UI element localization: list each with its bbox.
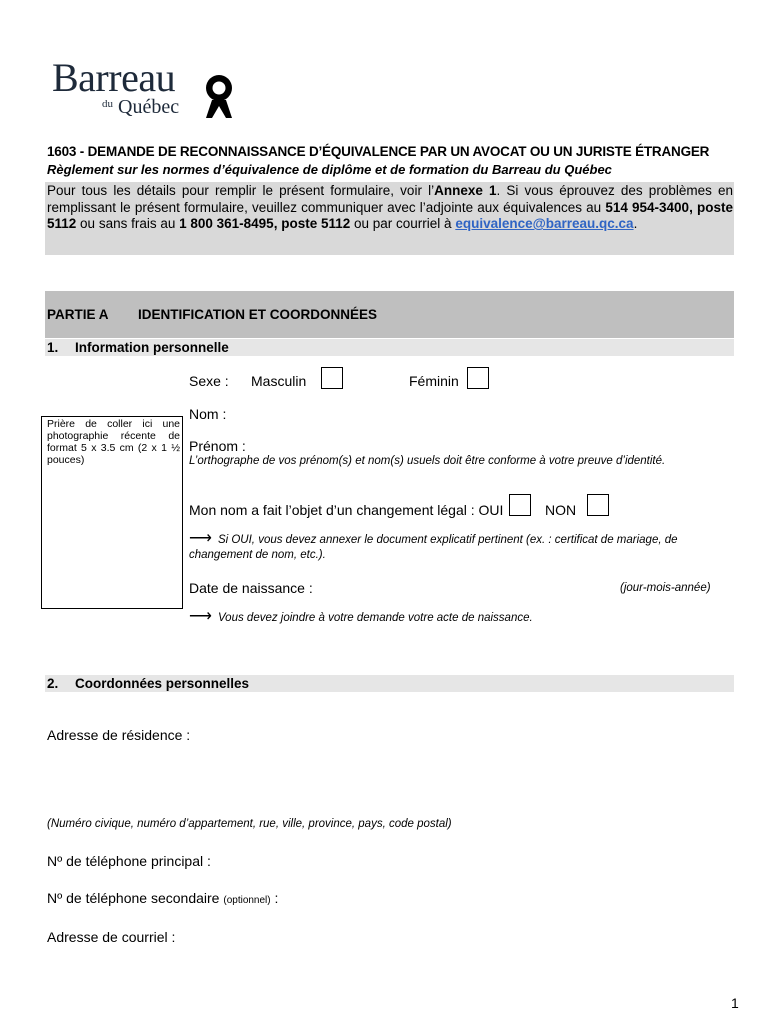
section-1-heading [47, 340, 229, 355]
form-subtitle: Règlement sur les normes d’équivalence de diplôme et de formation du Barreau du Québec [47, 162, 612, 177]
intro-phone: 514 954-3400, poste 5112 [47, 199, 733, 231]
logo-wordmark: Barreau [52, 55, 176, 100]
legal-change-no-checkbox[interactable] [587, 494, 609, 516]
arrow-right-icon: ⟶ [189, 530, 212, 547]
first-name-label: Prénom : [189, 438, 246, 454]
part-a-title: IDENTIFICATION ET COORDONNÉES [138, 307, 378, 322]
form-title: 1603 - DEMANDE DE RECONNAISSANCE D’ÉQUIVALENCE PAR UN AVOCAT OU UN JURISTE ÉTRANGER [47, 144, 710, 159]
intro-tollfree: 1 800 361-8495, poste 5112 [179, 216, 351, 231]
legal-change-label: Mon nom a fait l’objet d’un changement légal : OUI [189, 502, 504, 518]
logo-quebec: Québec [118, 96, 180, 118]
birth-certificate-note [189, 606, 533, 626]
intro-t2: . Si vous éprouvez des problèmes en remplissant le présent formulaire, veuillez communiquer avec l’adjointe aux équivalences au [47, 183, 733, 215]
secondary-phone-colon: : [270, 890, 279, 906]
sex-label: Sexe : [189, 373, 229, 389]
optional-tag: (optionnel) [223, 895, 271, 906]
email-link[interactable]: equivalence@barreau.qc.ca [455, 216, 634, 231]
photo-instructions: Prière de coller ici une photographie récente de format 5 x 3.5 cm (2 x 1 ½ pouces) [47, 418, 180, 466]
section-1-title: Information personnelle [75, 340, 229, 355]
intro-t3: ou sans frais au [76, 216, 180, 231]
last-name-label: Nom : [189, 406, 227, 422]
residence-address-label: Adresse de résidence : [47, 727, 191, 743]
intro-t5: . [633, 216, 638, 231]
legal-change-note [189, 528, 678, 548]
address-format-note: (Numéro civique, numéro d’appartement, rue, ville, province, pays, code postal) [47, 818, 452, 830]
secondary-phone-text: Nº de téléphone secondaire [47, 890, 220, 906]
male-checkbox[interactable] [321, 367, 343, 389]
section-2-number: 2. [47, 676, 59, 691]
legal-note-line1: Si OUI, vous devez annexer le document explicatif pertinent (ex. : certificat de mariage, de [217, 534, 678, 546]
legal-change-yes-checkbox[interactable] [509, 494, 531, 516]
female-checkbox[interactable] [467, 367, 489, 389]
logo-du: du [102, 98, 113, 110]
intro-t4: ou par courriel à [350, 216, 456, 231]
birth-note-text: Vous devez joindre à votre demande votre acte de naissance. [217, 612, 533, 624]
male-label: Masculin [251, 373, 307, 389]
legal-note-line2: changement de nom, etc.). [189, 549, 326, 561]
name-spelling-note: L’orthographe de vos prénom(s) et nom(s) usuels doit être conforme à votre preuve d’identité. [189, 455, 666, 467]
barreau-emblem-icon [202, 73, 236, 119]
page-number: 1 [731, 995, 739, 1011]
birth-date-label: Date de naissance : [189, 580, 313, 596]
arrow-right-icon: ⟶ [189, 608, 212, 625]
intro-t1: Pour tous les détails pour remplir le présent formulaire, voir l’ [47, 183, 435, 198]
section-2-title: Coordonnées personnelles [75, 676, 250, 691]
primary-phone-label: Nº de téléphone principal : [47, 853, 211, 869]
birth-date-format: (jour-mois-année) [620, 582, 711, 594]
secondary-phone-label [47, 890, 278, 906]
legal-change-no-label: NON [545, 502, 577, 518]
section-1-number: 1. [47, 340, 59, 355]
email-address-label: Adresse de courriel : [47, 929, 176, 945]
intro-text [47, 183, 733, 233]
intro-annexe: Annexe 1 [434, 183, 497, 198]
part-a-label: PARTIE A [47, 307, 109, 322]
section-2-heading [47, 676, 249, 691]
female-label: Féminin [409, 373, 459, 389]
